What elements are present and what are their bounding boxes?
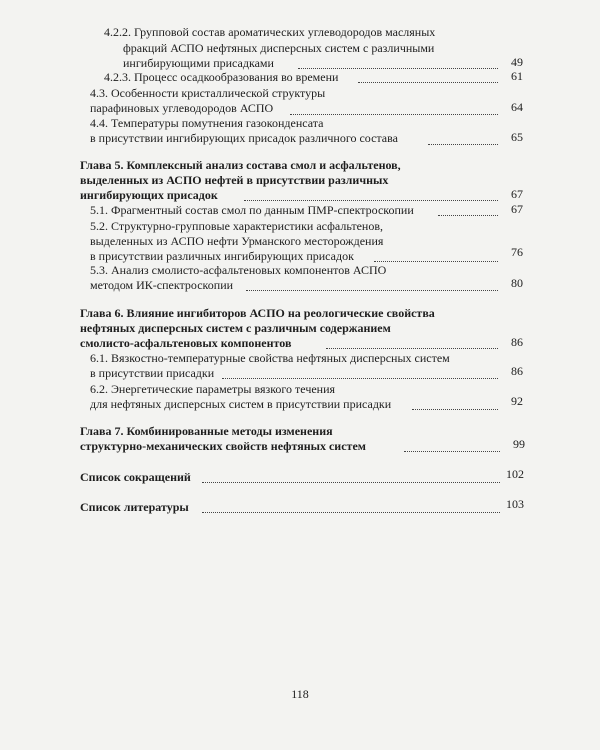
toc-page-number: 86	[511, 364, 523, 378]
toc-entry-4-3-line2: парафиновых углеводородов АСПО	[90, 101, 274, 115]
toc-page-number: 65	[511, 130, 523, 144]
toc-entry-6-2-line2: для нефтяных дисперсных систем в присутствии присадки	[90, 397, 392, 411]
dot-leader	[428, 144, 498, 145]
toc-entry-5-3-line1: 5.3. Анализ смолисто-асфальтеновых компонентов АСПО	[90, 263, 387, 277]
toc-entry-5-2-line1: 5.2. Структурно-групповые характеристики асфальтенов,	[90, 219, 383, 233]
dot-leader	[358, 82, 498, 83]
dot-leader	[202, 482, 500, 483]
toc-entry-4-2-3: 4.2.3. Процесс осадкообразования во времени	[104, 70, 339, 84]
toc-page-number: 76	[511, 245, 523, 259]
dot-leader	[244, 200, 498, 201]
dot-leader	[374, 261, 498, 262]
toc-chapter-7-line1: Глава 7. Комбинированные методы изменения	[80, 424, 333, 438]
page-number: 118	[291, 687, 309, 701]
toc-page-number: 92	[511, 394, 523, 408]
dot-leader	[298, 68, 498, 69]
toc-entry-4-2-2-line3: ингибирующими присадками	[123, 56, 274, 70]
toc-page-number: 64	[511, 100, 523, 114]
toc-page-number: 102	[506, 467, 524, 481]
dot-leader	[412, 409, 498, 410]
toc-chapter-7-line2: структурно-механических свойств нефтяных систем	[80, 439, 366, 453]
toc-entry-5-2-line3: в присутствии различных ингибирующих присадок	[90, 249, 354, 263]
toc-entry-6-1-line1: 6.1. Вязкостно-температурные свойства нефтяных дисперсных систем	[90, 351, 450, 365]
dot-leader	[246, 290, 498, 291]
toc-entry-4-3-line1: 4.3. Особенности кристаллической структуры	[90, 86, 326, 100]
toc-entry-6-1-line2: в присутствии присадки	[90, 366, 215, 380]
toc-abbreviations: Список сокращений	[80, 470, 191, 484]
toc-chapter-5-line3: ингибирующих присадок	[80, 188, 218, 202]
toc-chapter-6-line3: смолисто-асфальтеновых компонентов	[80, 336, 292, 350]
toc-page-number: 99	[513, 437, 525, 451]
dot-leader	[222, 378, 498, 379]
toc-chapter-6-line2: нефтяных дисперсных систем с различным содержанием	[80, 321, 391, 335]
toc-page-number: 103	[506, 497, 524, 511]
toc-entry-5-2-line2: выделенных из АСПО нефти Урманского месторождения	[90, 234, 384, 248]
dot-leader	[404, 451, 500, 452]
toc-page-number: 61	[511, 69, 523, 83]
toc-chapter-5-line2: выделенных из АСПО нефтей в присутствии различных	[80, 173, 389, 187]
toc-entry-4-2-2-line2: фракций АСПО нефтяных дисперсных систем с различными	[123, 41, 435, 55]
toc-entry-5-3-line2: методом ИК-спектроскопии	[90, 278, 234, 292]
dot-leader	[290, 114, 498, 115]
toc-page-number: 49	[511, 55, 523, 69]
toc-entry-6-2-line1: 6.2. Энергетические параметры вязкого течения	[90, 382, 336, 396]
dot-leader	[438, 215, 498, 216]
toc-entry-4-4-line2: в присутствии ингибирующих присадок различного состава	[90, 131, 398, 145]
toc-chapter-5-line1: Глава 5. Комплексный анализ состава смол и асфальтенов,	[80, 158, 401, 172]
toc-entry-4-4-line1: 4.4. Температуры помутнения газоконденсата	[90, 116, 324, 130]
toc-entry-4-2-2-line1: 4.2.2. Групповой состав ароматических углеводородов масляных	[104, 25, 436, 39]
toc-references: Список литературы	[80, 500, 189, 514]
toc-page-number: 80	[511, 276, 523, 290]
toc-entry-5-1: 5.1. Фрагментный состав смол по данным ПМР-спектроскопии	[90, 203, 414, 217]
toc-page-number: 67	[511, 202, 523, 216]
dot-leader	[326, 348, 498, 349]
toc-chapter-6-line1: Глава 6. Влияние ингибиторов АСПО на реологические свойства	[80, 306, 435, 320]
dot-leader	[202, 512, 500, 513]
toc-page-number: 86	[511, 335, 523, 349]
toc-page-number: 67	[511, 187, 523, 201]
